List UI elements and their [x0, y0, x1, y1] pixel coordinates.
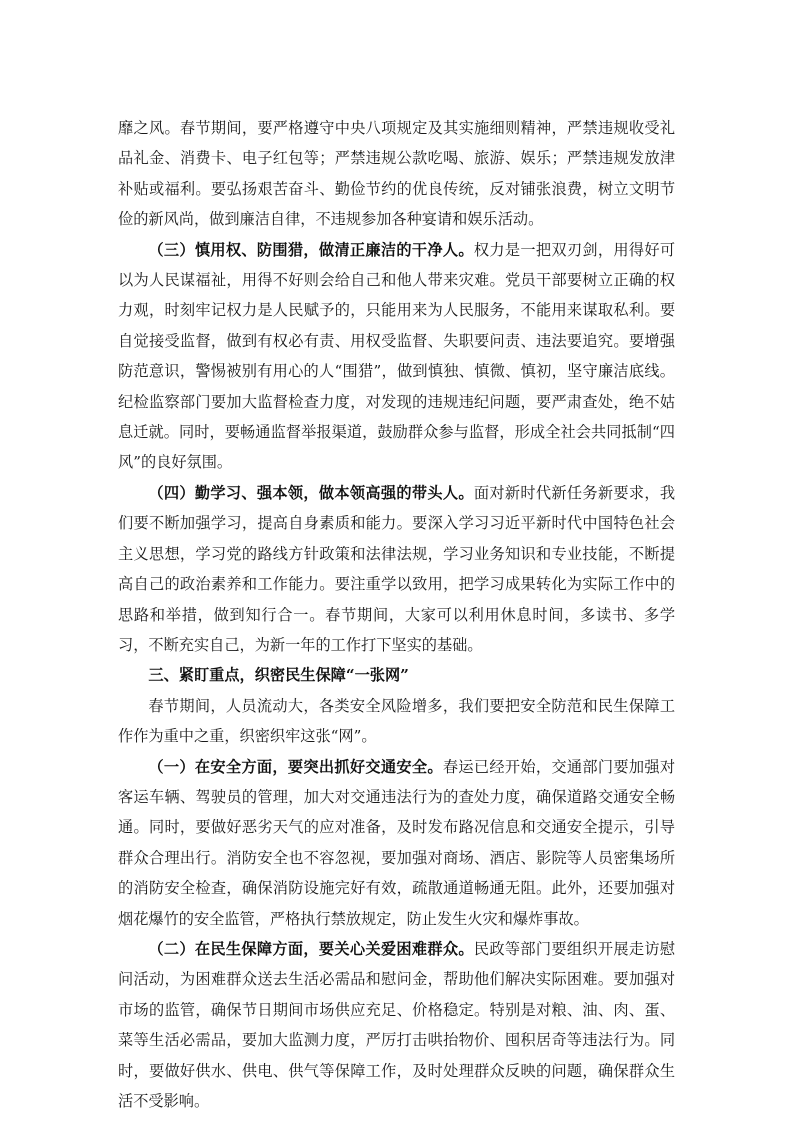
paragraph-livelihood — [118, 934, 675, 1116]
paragraph-text: 靡之风。春节期间，要严格遵守中央八项规定及其实施细则精神，严禁违规收受礼品礼金、消费卡、电子红包等；严禁违规公款吃喝、旅游、娱乐；严禁违规发放津补贴或福利。要弘扬艰苦奋斗、勤俭节约的优良传统，反对铺张浪费，树立文明节俭的新风尚，做到廉洁自律，不违规参加各种宴请和娱乐活动。 — [118, 119, 675, 229]
paragraph-lead: （三）慎用权、防围猎，做清正廉洁的干净人。 — [148, 240, 474, 259]
paragraph-safety — [118, 752, 675, 934]
paragraph-lead: （二）在民生保障方面，要关心关爱困难群众。 — [148, 939, 474, 958]
paragraph-text: 民政等部门要组织开展走访慰问活动，为困难群众送去生活必需品和慰问金，帮助他们解决实际困难。要加强对市场的监管，确保节日期间市场供应充足、价格稳定。特别是对粮、油、肉、蛋、菜等生活必需品，要加大监测力度，严厉打击哄抬物价、囤积居奇等违法行为。同时，要做好供水、供电、供气等保障工作，及时处理群众反映的问题，确保群众生活不受影响。 — [118, 939, 676, 1110]
paragraph-text: 春节期间，人员流动大，各类安全风险增多，我们要把安全防范和民生保障工作作为重中之重，织密织牢这张“网”。 — [118, 696, 675, 746]
paragraph-text: 春运已经开始，交通部门要加强对客运车辆、驾驶员的管理，加大对交通违法行为的查处力度，确保道路交通安全畅通。同时，要做好恶劣天气的应对准备，及时发布路况信息和交通安全提示，引导群众合理出行。消防安全也不容忽视，要加强对商场、酒店、影院等人员密集场所的消防安全检查，确保消防设施完好有效，疏散通道畅通无阻。此外，还要加强对烟花爆竹的安全监管，严格执行禁放规定，防止发生火灾和爆炸事故。 — [118, 757, 676, 928]
section-heading: 三、紧盯重点，织密民生保障“一张网” — [148, 666, 409, 685]
paragraph-text: 权力是一把双刃剑，用得好可以为人民谋福祉，用得不好则会给自己和他人带来灾难。党员干部要树立正确的权力观，时刻牢记权力是人民赋予的，只能用来为人民服务，不能用来谋取私利。要自觉接受监督，做到有权必有责、用权受监督、失职要问责、违法要追究。要增强防范意识，警惕被别有用心的人“围猎”，做到慎独、慎微、慎初，坚守廉洁底线。纪检监察部门要加大监督检查力度，对发现的违规违纪问题，要严肃查处，绝不姑息迁就。同时，要畅通监督举报渠道，鼓励群众参与监督，形成全社会共同抵制“四风”的良好氛围。 — [118, 240, 676, 472]
paragraph-section-3 — [118, 235, 675, 478]
paragraph-lead: （一）在安全方面，要突出抓好交通安全。 — [148, 757, 443, 776]
paragraph-section-4 — [118, 478, 675, 660]
paragraph-intro — [118, 691, 675, 752]
paragraph-continuation — [118, 113, 675, 235]
paragraph-lead: （四）勤学习、强本领，做本领高强的带头人。 — [148, 483, 474, 502]
paragraph-text: 面对新时代新任务新要求，我们要不断加强学习，提高自身素质和能力。要深入学习习近平新时代中国特色社会主义思想，学习党的路线方针政策和法律法规，学习业务知识和专业技能，不断提高自己的政治素养和工作能力。要注重学以致用，把学习成果转化为实际工作中的思路和举措，做到知行合一。春节期间，大家可以利用休息时间，多读书、多学习，不断充实自己，为新一年的工作打下坚实的基础。 — [118, 483, 676, 654]
document-body — [118, 113, 675, 1116]
